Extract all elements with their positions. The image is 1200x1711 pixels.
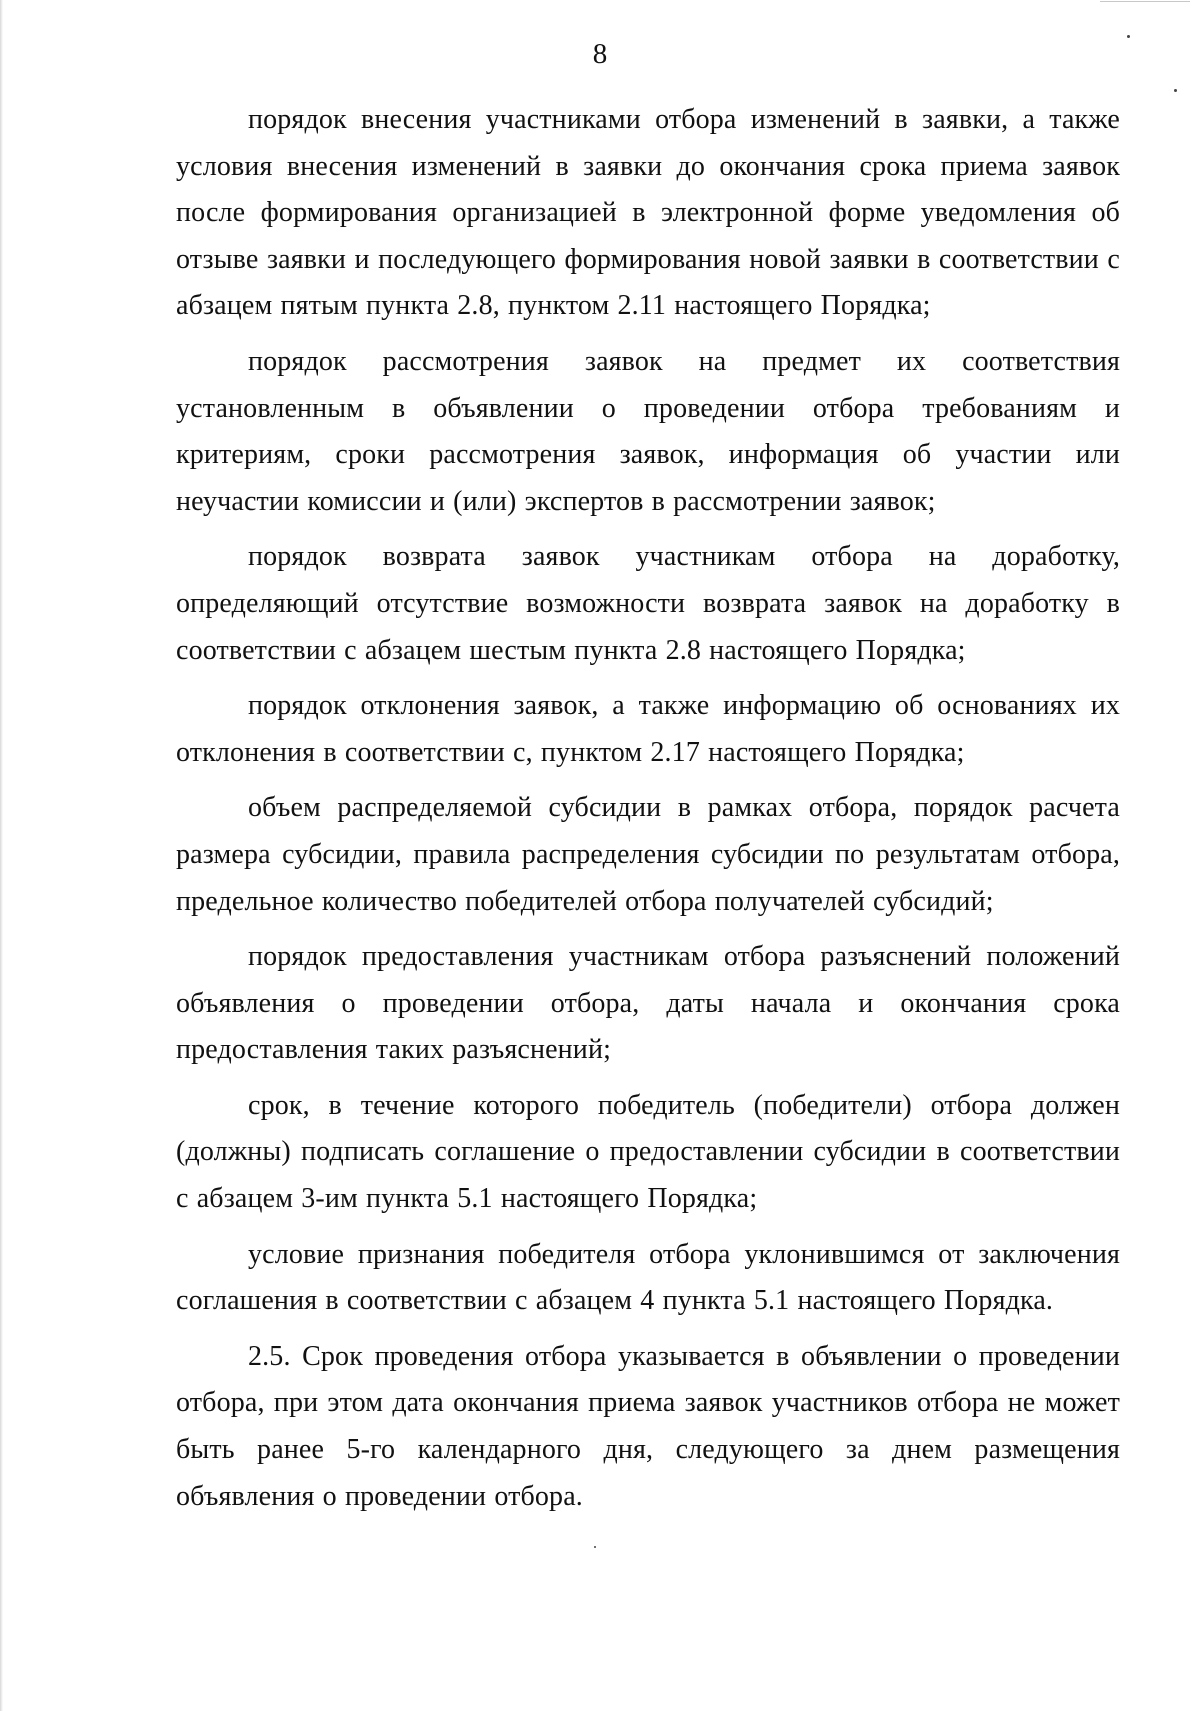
paragraph-application-rejection: порядок отклонения заявок, а также информацию об основаниях их отклонения в соответствии с, пунктом 2.17 настоящего Порядка;	[176, 690, 1120, 768]
paragraph-application-review: порядок рассмотрения заявок на предмет их соответствия установленным в объявлении о проведении отбора требованиям и критериям, сроки рассмотрения заявок, информация об участии или неучастии комиссии и (или) экспертов в рассмотрении заявок;	[176, 345, 1120, 517]
scan-edge-shadow	[0, 0, 3, 1711]
scan-artifact-line	[1100, 1, 1190, 2]
page-number: 8	[592, 38, 608, 70]
paragraph-evasion-condition: условие признания победителя отбора уклонившимся от заключения соглашения в соответствии с абзацем 4 пункта 5.1 настоящего Порядка.	[176, 1238, 1120, 1317]
paragraph-subsidy-volume: объем распределяемой субсидии в рамках отбора, порядок расчета размера субсидии, правила распределения субсидии по результатам отбора, предельное количество победителей отбора получателей субсидий;	[176, 792, 1120, 917]
paragraph-selection-period: 2.5. Срок проведения отбора указывается в объявлении о проведении отбора, при этом дата окончания приема заявок участников отбора не может быть ранее 5-го календарного дня, следующего за днем размещения объявления о проведении отбора.	[176, 1340, 1120, 1512]
scan-speck	[594, 1546, 596, 1548]
paragraph-application-changes: порядок внесения участниками отбора изменений в заявки, а также условия внесения изменений в заявки до окончания срока приема заявок после формирования организацией в электронной форме уведомления об отзыве заявки и последующего формирования новой заявки в соответствии с абзацем пятым пункта 2.8, пунктом 2.11 настоящего Порядка;	[176, 104, 1120, 322]
paragraph-clarifications: порядок предоставления участникам отбора разъяснений положений объявления о проведении отбора, даты начала и окончания срока предоставления таких разъяснений;	[176, 941, 1120, 1066]
scan-speck	[1174, 89, 1177, 92]
document-body	[176, 97, 1120, 1529]
paragraph-application-return: порядок возврата заявок участникам отбора на доработку, определяющий отсутствие возможности возврата заявок на доработку в соответствии с абзацем шестым пункта 2.8 настоящего Порядка;	[176, 541, 1120, 666]
paragraph-signing-deadline: срок, в течение которого победитель (победители) отбора должен (должны) подписать соглашение о предоставлении субсидии в соответствии с абзацем 3-им пункта 5.1 настоящего Порядка;	[176, 1089, 1120, 1215]
